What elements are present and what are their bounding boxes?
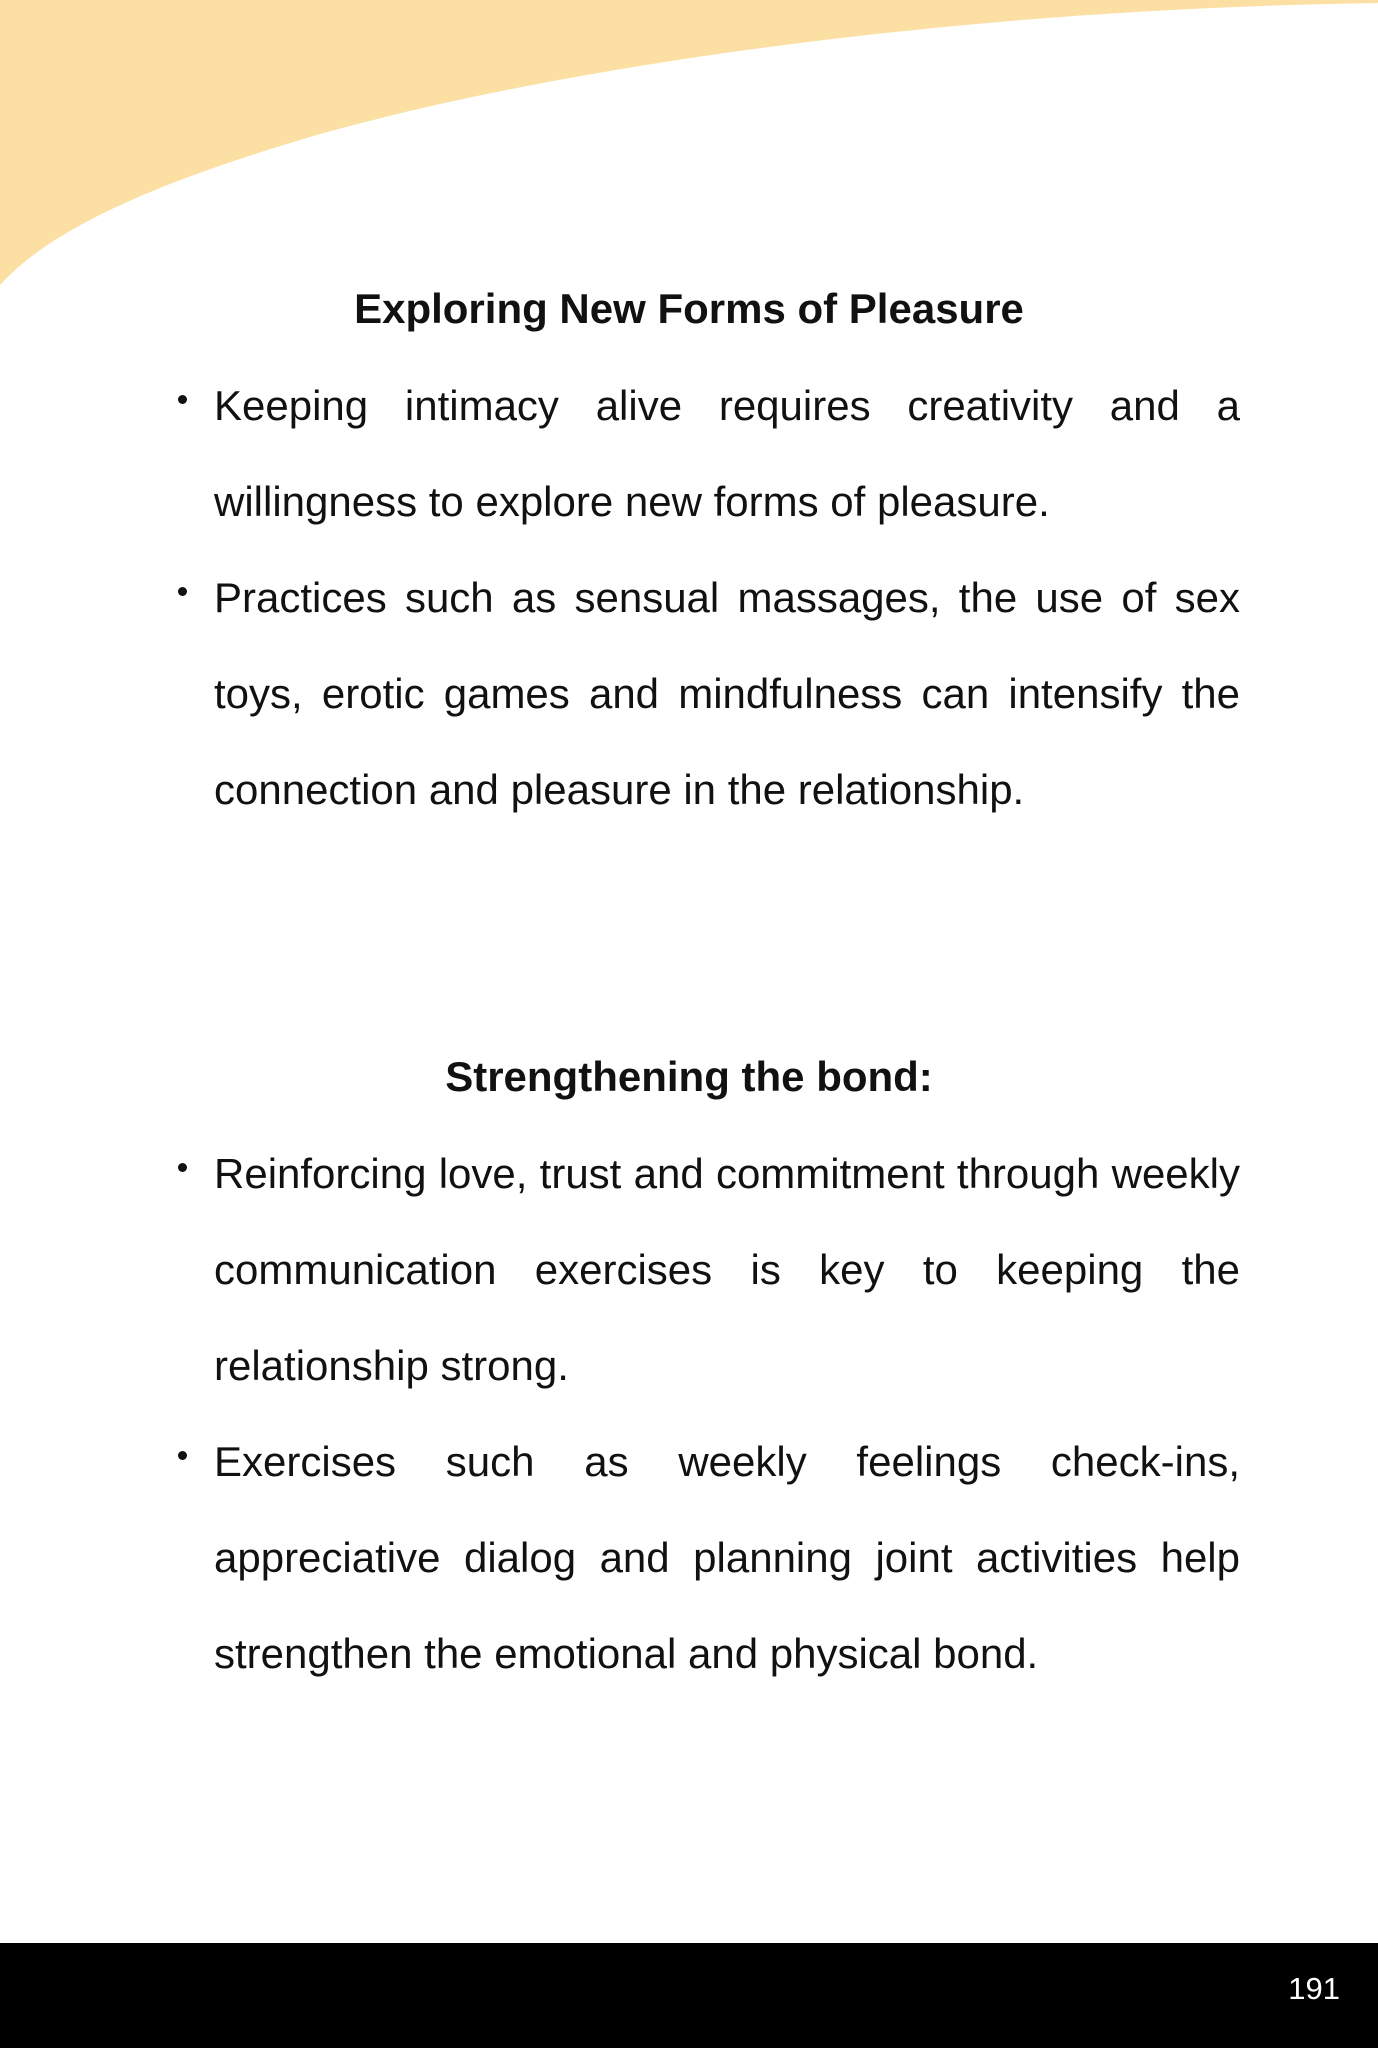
bullet-icon [178,1163,187,1172]
bullet-icon [178,1451,187,1460]
page-number: 191 [1288,1971,1340,2006]
bullet-text: Exercises such as weekly feelings check-ins, appreciative dialog and planning joint activities help strengthen the emotional and physical bond. [214,1438,1240,1677]
bullet-icon [178,587,187,596]
bullet-text: Keeping intimacy alive requires creativity and a willingness to explore new forms of pleasure. [214,382,1240,525]
bullet-list-pleasure [170,358,1240,838]
header-swoosh [0,0,1378,300]
list-item [170,1414,1240,1702]
list-item [170,550,1240,838]
list-item [170,358,1240,550]
bullet-text: Practices such as sensual massages, the use of sex toys, erotic games and mindfulness can intensify the connection and pleasure in the relationship. [214,574,1240,813]
list-item [170,1126,1240,1414]
footer-bar [0,1943,1378,2048]
bullet-list-bond [170,1126,1240,1702]
section-title-bond: Strengthening the bond: [445,1053,933,1100]
bullet-icon [178,395,187,404]
bullet-text: Reinforcing love, trust and commitment through weekly communication exercises is key to keeping the relationship strong. [214,1150,1240,1389]
section-title-pleasure: Exploring New Forms of Pleasure [354,285,1024,332]
